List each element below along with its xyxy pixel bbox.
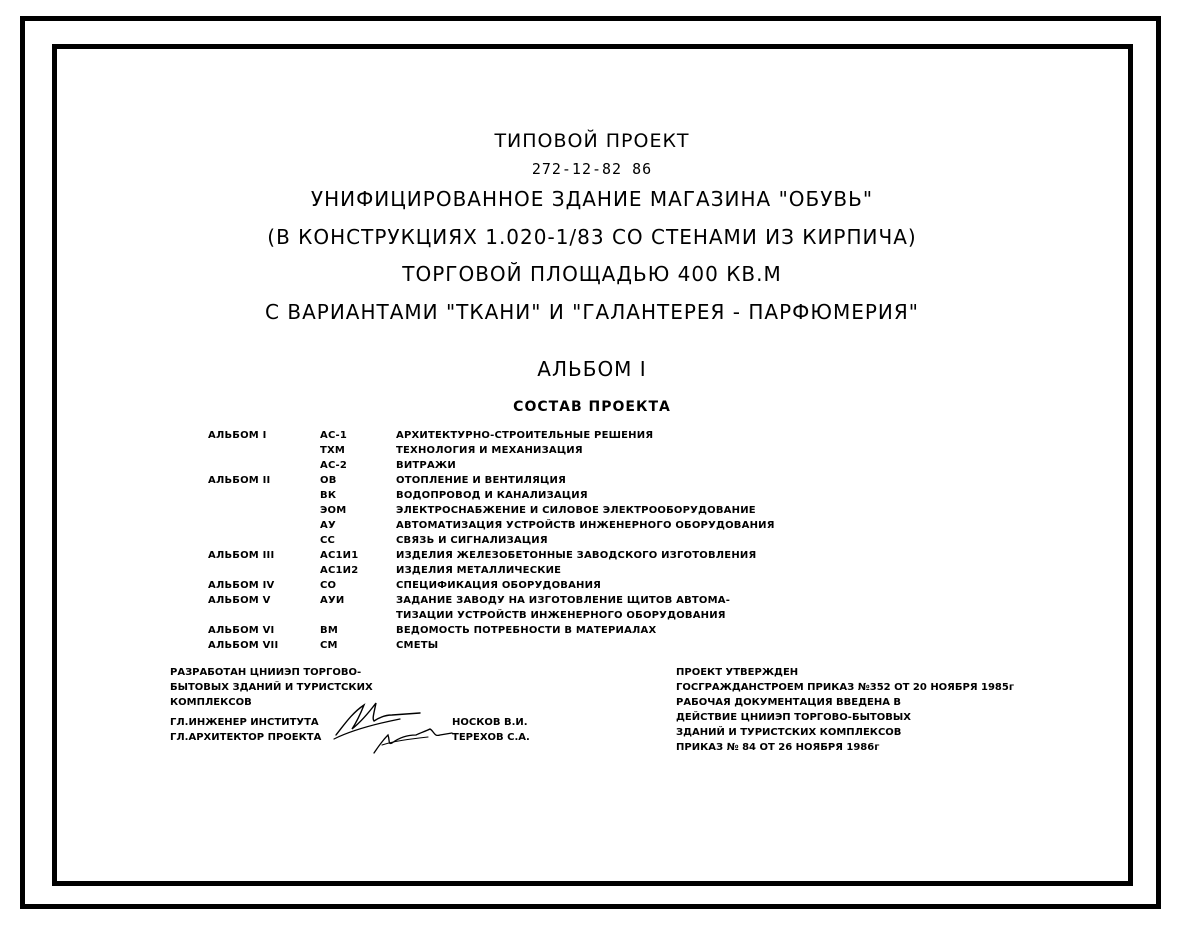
section-code: АС-2 (320, 460, 347, 471)
section-code: СС (320, 535, 336, 546)
name-chief-architect: ТЕРЕХОВ С.А. (452, 732, 530, 743)
section-code: ТХМ (320, 445, 346, 456)
developer-line: РАЗРАБОТАН ЦНИИЭП ТОРГОВО- (170, 667, 362, 678)
contents-heading: СОСТАВ ПРОЕКТА (513, 399, 671, 415)
name-chief-engineer: НОСКОВ В.И. (452, 717, 528, 728)
album-label: АЛЬБОМ I (208, 430, 267, 441)
project-construction: (В КОНСТРУКЦИЯХ 1.020-1/83 СО СТЕНАМИ ИЗ КИРПИЧА) (267, 225, 917, 249)
project-title: УНИФИЦИРОВАННОЕ ЗДАНИЕ МАГАЗИНА "ОБУВЬ" (310, 187, 874, 211)
album-label: АЛЬБОМ III (208, 550, 275, 561)
section-code: ВК (320, 490, 337, 501)
role-chief-architect: ГЛ.АРХИТЕКТОР ПРОЕКТА (170, 732, 322, 743)
section-code: ЭОМ (320, 505, 347, 516)
section-code: ВМ (320, 625, 338, 636)
section-desc: СВЯЗЬ И СИГНАЛИЗАЦИЯ (396, 535, 548, 546)
album-label: АЛЬБОМ V (208, 595, 271, 606)
section-desc: ИЗДЕЛИЯ ЖЕЛЕЗОБЕТОННЫЕ ЗАВОДСКОГО ИЗГОТОВЛЕНИЯ (396, 550, 757, 561)
section-desc: СПЕЦИФИКАЦИЯ ОБОРУДОВАНИЯ (396, 580, 602, 591)
project-variants: С ВАРИАНТАМИ "ТКАНИ" И "ГАЛАНТЕРЕЯ - ПАРФЮМЕРИЯ" (265, 300, 919, 324)
section-desc: ИЗДЕЛИЯ МЕТАЛЛИЧЕСКИЕ (396, 565, 562, 576)
section-desc: ВОДОПРОВОД И КАНАЛИЗАЦИЯ (396, 490, 588, 501)
section-code: АС1И1 (320, 550, 359, 561)
developer-line: КОМПЛЕКСОВ (170, 697, 252, 708)
approval-line: РАБОЧАЯ ДОКУМЕНТАЦИЯ ВВЕДЕНА В (676, 697, 902, 708)
project-number: 272-12-82 86 (531, 160, 653, 178)
project-area: ТОРГОВОЙ ПЛОЩАДЬЮ 400 КВ.М (402, 262, 782, 286)
section-desc: ЭЛЕКТРОСНАБЖЕНИЕ И СИЛОВОЕ ЭЛЕКТРООБОРУДОВАНИЕ (396, 505, 756, 516)
section-desc: ТЕХНОЛОГИЯ И МЕХАНИЗАЦИЯ (396, 445, 583, 456)
section-desc: ТИЗАЦИИ УСТРОЙСТВ ИНЖЕНЕРНОГО ОБОРУДОВАНИЯ (396, 610, 726, 621)
approval-line: ПРИКАЗ № 84 ОТ 26 НОЯБРЯ 1986г (676, 742, 880, 753)
section-desc: ВЕДОМОСТЬ ПОТРЕБНОСТИ В МАТЕРИАЛАХ (396, 625, 657, 636)
section-code: СМ (320, 640, 338, 651)
approval-line: ДЕЙСТВИЕ ЦНИИЭП ТОРГОВО-БЫТОВЫХ (676, 712, 911, 723)
section-code: СО (320, 580, 337, 591)
approval-line: ПРОЕКТ УТВЕРЖДЕН (676, 667, 799, 678)
section-code: ОВ (320, 475, 337, 486)
album-label: АЛЬБОМ IV (208, 580, 275, 591)
approval-line: ЗДАНИЙ И ТУРИСТСКИХ КОМПЛЕКСОВ (676, 727, 902, 738)
section-desc: ЗАДАНИЕ ЗАВОДУ НА ИЗГОТОВЛЕНИЕ ЩИТОВ АВТОМА- (396, 595, 731, 606)
section-code: АУ (320, 520, 336, 531)
section-desc: ОТОПЛЕНИЕ И ВЕНТИЛЯЦИЯ (396, 475, 566, 486)
album-title: АЛЬБОМ I (537, 357, 647, 381)
section-code: АУИ (320, 595, 345, 606)
section-desc: СМЕТЫ (396, 640, 439, 651)
approval-line: ГОСГРАЖДАНСТРОЕМ ПРИКАЗ №352 ОТ 20 НОЯБРЯ 1985г (676, 682, 1015, 693)
section-desc: ВИТРАЖИ (396, 460, 456, 471)
handwritten-signatures (330, 695, 460, 757)
album-label: АЛЬБОМ VII (208, 640, 279, 651)
developer-line: БЫТОВЫХ ЗДАНИЙ И ТУРИСТСКИХ (170, 682, 373, 693)
section-desc: АРХИТЕКТУРНО-СТРОИТЕЛЬНЫЕ РЕШЕНИЯ (396, 430, 654, 441)
section-desc: АВТОМАТИЗАЦИЯ УСТРОЙСТВ ИНЖЕНЕРНОГО ОБОРУДОВАНИЯ (396, 520, 775, 531)
album-label: АЛЬБОМ II (208, 475, 271, 486)
section-code: АС1И2 (320, 565, 359, 576)
section-code: АС-1 (320, 430, 347, 441)
album-label: АЛЬБОМ VI (208, 625, 275, 636)
doc-type: ТИПОВОЙ ПРОЕКТ (494, 130, 690, 152)
signatory-roles (170, 715, 321, 745)
role-chief-engineer: ГЛ.ИНЖЕНЕР ИНСТИТУТА (170, 717, 319, 728)
signatory-names (452, 715, 530, 745)
approval-block (676, 665, 1014, 755)
